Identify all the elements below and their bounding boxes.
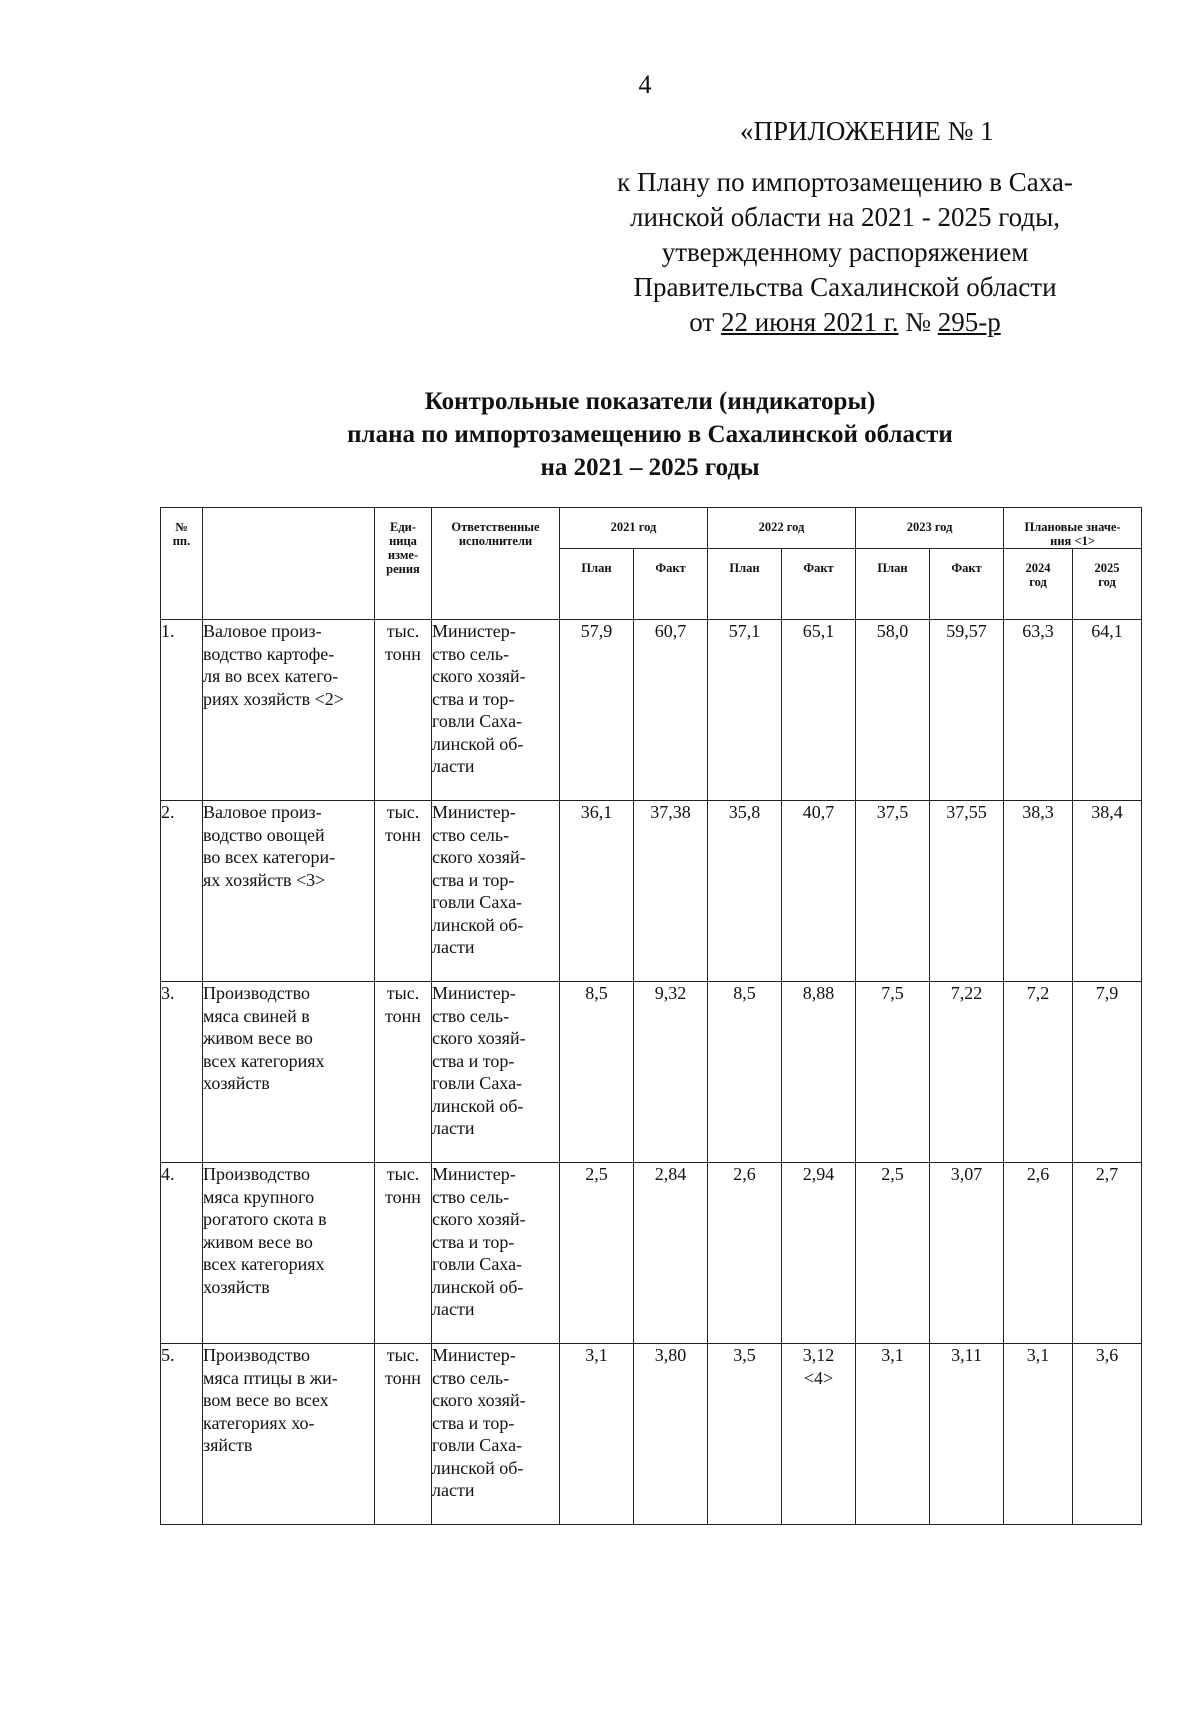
value-2025: 38,4 bbox=[1073, 801, 1142, 982]
row-number: 3. bbox=[161, 982, 203, 1163]
value-2022-fact: 3,12 <4> bbox=[782, 1344, 856, 1525]
row-number: 2. bbox=[161, 801, 203, 982]
appendix-date-line bbox=[590, 305, 1100, 340]
header-2024: 2024 год bbox=[1004, 549, 1073, 620]
header-unit: Еди- ница изме- рения bbox=[375, 508, 432, 620]
table-row bbox=[161, 801, 1142, 982]
value-2021-plan: 3,1 bbox=[560, 1344, 634, 1525]
executors: Министер- ство сель- ского хозяй- ства и тор- говли Саха- линской об- ласти bbox=[432, 1344, 560, 1525]
row-number: 5. bbox=[161, 1344, 203, 1525]
executors: Министер- ство сель- ского хозяй- ства и тор- говли Саха- линской об- ласти bbox=[432, 1163, 560, 1344]
table-row bbox=[161, 982, 1142, 1163]
row-number: 1. bbox=[161, 620, 203, 801]
indicator-name: Производство мяса крупного рогатого скота в живом весе во всех категориях хозяйств bbox=[203, 1163, 375, 1344]
value-2021-fact: 2,84 bbox=[634, 1163, 708, 1344]
indicator-name: Валовое произ- водство овощей во всех категори- ях хозяйств <3> bbox=[203, 801, 375, 982]
value-2021-plan: 2,5 bbox=[560, 1163, 634, 1344]
value-2022-fact: 65,1 bbox=[782, 620, 856, 801]
header-executors: Ответственные исполнители bbox=[432, 508, 560, 620]
title-line: на 2021 – 2025 годы bbox=[540, 454, 760, 481]
page-number: 4 bbox=[638, 70, 652, 99]
appendix-line: линской области на 2021 - 2025 годы, bbox=[630, 202, 1060, 232]
value-2022-fact: 8,88 bbox=[782, 982, 856, 1163]
value-2023-fact: 3,07 bbox=[930, 1163, 1004, 1344]
title-line: Контрольные показатели (индикаторы) bbox=[424, 388, 876, 415]
order-number: 295-р bbox=[937, 307, 1001, 337]
value-2022-fact: 2,94 bbox=[782, 1163, 856, 1344]
appendix-line: утвержденному распоряжением bbox=[661, 237, 1029, 267]
header-fact: Факт bbox=[634, 549, 708, 620]
value-2024: 63,3 bbox=[1004, 620, 1073, 801]
indicator-name: Валовое произ- водство картофе- ля во всех катего- риях хозяйств <2> bbox=[203, 620, 375, 801]
value-2024: 3,1 bbox=[1004, 1344, 1073, 1525]
unit: тыс. тонн bbox=[375, 1163, 432, 1344]
value-2025: 7,9 bbox=[1073, 982, 1142, 1163]
row-number: 4. bbox=[161, 1163, 203, 1344]
indicators-table bbox=[160, 507, 1142, 1525]
unit: тыс. тонн bbox=[375, 801, 432, 982]
appendix-line: Правительства Сахалинской области bbox=[633, 272, 1057, 302]
value-2024: 7,2 bbox=[1004, 982, 1073, 1163]
value-2022-plan: 3,5 bbox=[708, 1344, 782, 1525]
header-plan: План bbox=[856, 549, 930, 620]
value-2021-fact: 9,32 bbox=[634, 982, 708, 1163]
value-2025: 64,1 bbox=[1073, 620, 1142, 801]
header-2025: 2025 год bbox=[1073, 549, 1142, 620]
indicator-name: Производство мяса свиней в живом весе во всех категориях хозяйств bbox=[203, 982, 375, 1163]
value-2023-plan: 58,0 bbox=[856, 620, 930, 801]
header-num: № пп. bbox=[161, 508, 203, 620]
appendix-line: к Плану по импортозамещению в Саха- bbox=[617, 167, 1073, 197]
value-2025: 3,6 bbox=[1073, 1344, 1142, 1525]
value-2021-fact: 3,80 bbox=[634, 1344, 708, 1525]
value-2023-fact: 59,57 bbox=[930, 620, 1004, 801]
value-2022-plan: 2,6 bbox=[708, 1163, 782, 1344]
number-sign: № bbox=[898, 307, 938, 337]
appendix-title: «ПРИЛОЖЕНИЕ № 1 bbox=[740, 116, 994, 146]
table-row bbox=[161, 620, 1142, 801]
value-2025: 2,7 bbox=[1073, 1163, 1142, 1344]
header-2023: 2023 год bbox=[856, 508, 1004, 549]
header-plan: План bbox=[560, 549, 634, 620]
table-row bbox=[161, 1344, 1142, 1525]
appendix-subtitle bbox=[590, 165, 1100, 340]
value-2023-fact: 3,11 bbox=[930, 1344, 1004, 1525]
header-2022: 2022 год bbox=[708, 508, 856, 549]
table-row bbox=[161, 1163, 1142, 1344]
document-title bbox=[190, 385, 1110, 484]
value-2022-fact: 40,7 bbox=[782, 801, 856, 982]
value-2022-plan: 8,5 bbox=[708, 982, 782, 1163]
value-2021-plan: 57,9 bbox=[560, 620, 634, 801]
value-2024: 2,6 bbox=[1004, 1163, 1073, 1344]
executors: Министер- ство сель- ского хозяй- ства и тор- говли Саха- линской об- ласти bbox=[432, 982, 560, 1163]
value-2021-plan: 8,5 bbox=[560, 982, 634, 1163]
order-date: 22 июня 2021 г. bbox=[720, 307, 899, 337]
unit: тыс. тонн bbox=[375, 620, 432, 801]
unit: тыс. тонн bbox=[375, 1344, 432, 1525]
header-fact: Факт bbox=[782, 549, 856, 620]
indicator-name: Производство мяса птицы в жи- вом весе во всех категориях хо- зяйств bbox=[203, 1344, 375, 1525]
header-row bbox=[161, 508, 1142, 549]
title-line: плана по импортозамещению в Сахалинской области bbox=[347, 421, 953, 448]
header-name bbox=[203, 508, 375, 620]
value-2022-plan: 35,8 bbox=[708, 801, 782, 982]
value-2021-fact: 37,38 bbox=[634, 801, 708, 982]
header-planned: Плановые значе- ния <1> bbox=[1004, 508, 1142, 549]
value-2023-plan: 37,5 bbox=[856, 801, 930, 982]
unit: тыс. тонн bbox=[375, 982, 432, 1163]
executors: Министер- ство сель- ского хозяй- ства и тор- говли Саха- линской об- ласти bbox=[432, 801, 560, 982]
value-2022-plan: 57,1 bbox=[708, 620, 782, 801]
value-2021-plan: 36,1 bbox=[560, 801, 634, 982]
value-2023-plan: 2,5 bbox=[856, 1163, 930, 1344]
value-2023-fact: 37,55 bbox=[930, 801, 1004, 982]
header-plan: План bbox=[708, 549, 782, 620]
header-2021: 2021 год bbox=[560, 508, 708, 549]
value-2023-fact: 7,22 bbox=[930, 982, 1004, 1163]
executors: Министер- ство сель- ского хозяй- ства и тор- говли Саха- линской об- ласти bbox=[432, 620, 560, 801]
date-prefix: от bbox=[689, 307, 721, 337]
value-2024: 38,3 bbox=[1004, 801, 1073, 982]
value-2021-fact: 60,7 bbox=[634, 620, 708, 801]
value-2023-plan: 3,1 bbox=[856, 1344, 930, 1525]
header-fact: Факт bbox=[930, 549, 1004, 620]
value-2023-plan: 7,5 bbox=[856, 982, 930, 1163]
